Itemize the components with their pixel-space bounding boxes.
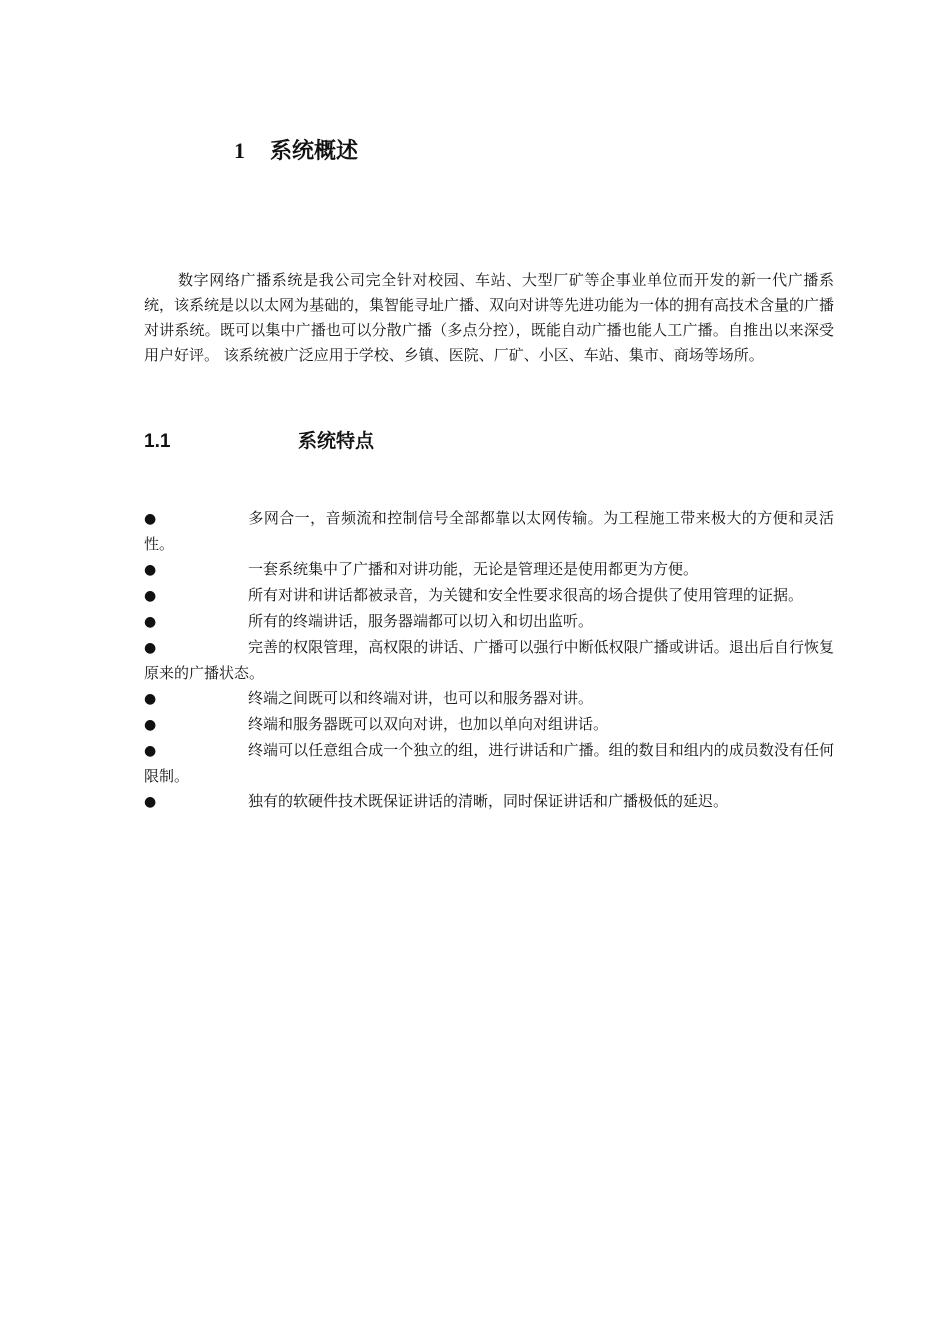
feature-text: 所有对讲和讲话都被录音，为关键和安全性要求很高的场合提供了使用管理的证据。 <box>248 586 804 604</box>
bullet-icon: ● <box>144 691 157 707</box>
bullet-icon: ● <box>144 614 157 630</box>
chapter-heading <box>234 134 358 168</box>
section-title: 系统特点 <box>298 430 375 452</box>
bullet-icon: ● <box>144 562 157 578</box>
feature-item <box>144 557 834 583</box>
feature-item <box>144 583 834 609</box>
feature-text: 终端之间既可以和终端对讲，也可以和服务器对讲。 <box>248 689 594 707</box>
intro-paragraph: 数字网络广播系统是我公司完全针对校园、车站、大型厂矿等企事业单位而开发的新一代广播系统，该系统是以以太网为基础的，集智能寻址广播、双向对讲等先进功能为一体的拥有高技术含量的广播对讲系统。既可以集中广播也可以分散广播（多点分控），既能自动广播也能人工广播。自推出以来深受用户好评。 该系统被广泛应用于学校、乡镇、医院、厂矿、小区、车站、集市、商场等场所。 <box>144 271 835 364</box>
feature-text: 多网合一，音频流和控制信号全部都靠以太网传输。为工程施工带来极大的方便和灵活性。 <box>144 509 834 553</box>
feature-text: 独有的软硬件技术既保证讲话的清晰，同时保证讲话和广播极低的延迟。 <box>248 792 729 810</box>
bullet-icon: ● <box>144 717 157 733</box>
feature-item <box>144 738 834 789</box>
feature-item <box>144 635 834 686</box>
bullet-icon: ● <box>144 511 157 527</box>
feature-text: 终端可以任意组合成一个独立的组，进行讲话和广播。组的数目和组内的成员数没有任何限制。 <box>144 741 834 785</box>
feature-item <box>144 506 834 557</box>
bullet-icon: ● <box>144 794 157 810</box>
feature-text: 完善的权限管理，高权限的讲话、广播可以强行中断低权限广播或讲话。退出后自行恢复原来的广播状态。 <box>144 638 834 682</box>
feature-text: 一套系统集中了广播和对讲功能，无论是管理还是使用都更为方便。 <box>248 560 699 578</box>
bullet-icon: ● <box>144 588 157 604</box>
section-heading <box>144 426 544 457</box>
feature-item <box>144 789 834 815</box>
feature-list <box>144 506 834 815</box>
chapter-title: 系统概述 <box>270 138 359 164</box>
feature-text: 所有的终端讲话，服务器端都可以切入和切出监听。 <box>248 612 594 630</box>
feature-item <box>144 712 834 738</box>
bullet-icon: ● <box>144 743 157 759</box>
chapter-number: 1 <box>234 138 245 163</box>
section-number: 1.1 <box>144 431 171 452</box>
feature-item <box>144 686 834 712</box>
feature-text: 终端和服务器既可以双向对讲，也加以单向对组讲话。 <box>248 715 609 733</box>
bullet-icon: ● <box>144 640 157 656</box>
feature-item <box>144 609 834 635</box>
